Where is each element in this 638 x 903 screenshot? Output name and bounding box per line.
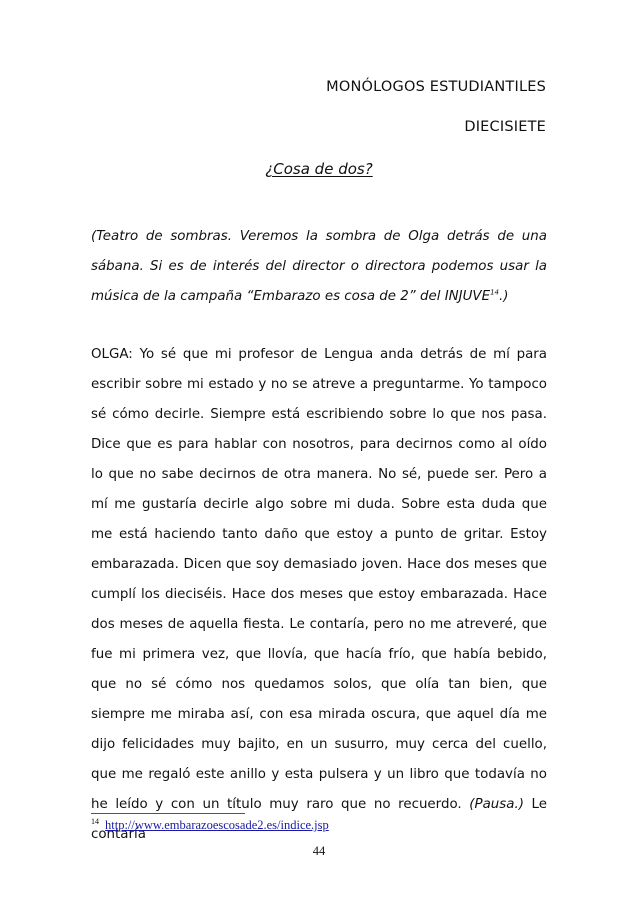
footnote-number: 14 <box>91 816 99 826</box>
page-number: 44 <box>312 844 326 858</box>
stage-direction-text: (Teatro de sombras. Veremos la sombra de Olga detrás de una sábana. Si es de interés del director o directora podemos usar la música de la campaña “Embarazo es cosa de 2” del INJUVE <box>91 229 547 304</box>
monologue-text-part1: Yo sé que mi profesor de Lengua anda detrás de mí para escribir sobre mi estado y no se atreve a preguntarme. Yo tampoco sé cómo decirle. Siempre está escribiendo sobre lo que nos pasa. Dice que es para hablar con nosotros, para decirnos como al oído lo que no sabe decirnos de otra manera. No sé, puede ser. Pero a mí me gustaría decirle algo sobre mi duda. Sobre esta duda que me está haciendo tanto daño que estoy a punto de gritar. Estoy embarazada. Dicen que soy demasiado joven. Hace dos meses que cumplí los dieciséis. Hace dos meses que estoy embarazada. Hace dos meses de aquella fiesta. Le contaría, pero no me atreveré, que fue mi primera vez, que llovía, que hacía frío, que había bebido, que no sé cómo nos quedamos solos, que olía tan bien, que siempre me miraba así, con esa mirada oscura, que aquel día me dijo felicidades muy bajito, en un susurro, muy cerca del cuello, que me regaló este anillo y esta pulsera y un libro que todavía no he leído y con un título muy raro que no recuerdo. <box>91 347 547 812</box>
pause-direction: (Pausa.) <box>469 797 524 812</box>
footnote-reference[interactable]: 14 <box>490 288 499 297</box>
footnote-divider <box>91 813 245 814</box>
page-title: ¿Cosa de dos? <box>265 160 373 178</box>
stage-direction-closing: .) <box>498 289 509 304</box>
header-series-title: MONÓLOGOS ESTUDIANTILES <box>326 79 546 95</box>
header-monologue-number: DIECISIETE <box>464 119 546 135</box>
monologue-paragraph <box>91 340 547 850</box>
monologue-text-part2: Le contaría <box>91 797 547 842</box>
footnote <box>91 818 329 833</box>
footnote-link[interactable]: http://www.embarazoescosade2.es/indice.jsp <box>105 818 329 832</box>
stage-direction <box>91 222 547 312</box>
speaker-name: OLGA: <box>91 347 133 362</box>
